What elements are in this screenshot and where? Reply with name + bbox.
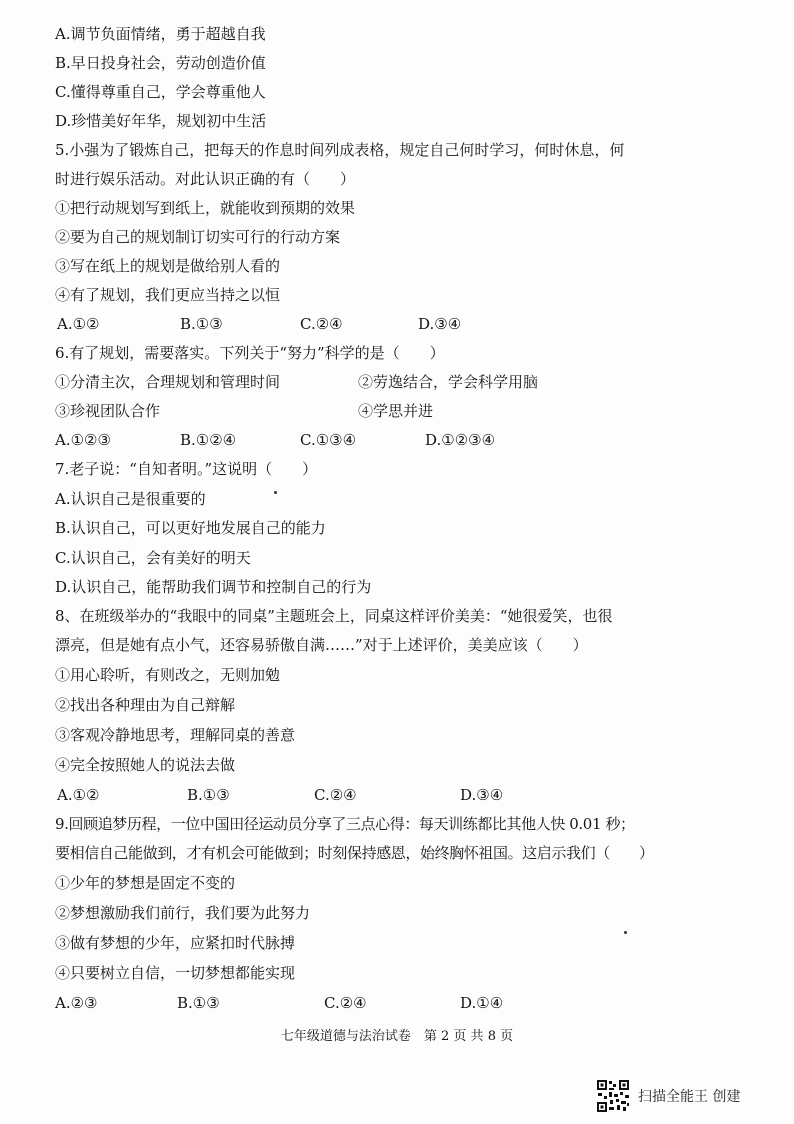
q5-option-a: A.①② <box>57 315 100 333</box>
q6-stem: 6.有了规划，需要落实。下列关于“努力”科学的是（ ） <box>55 344 445 362</box>
q9-item-3: ③做有梦想的少年，应紧扣时代脉搏 <box>55 934 296 952</box>
q5-stem-line1: 5.小强为了锻炼自己，把每天的作息时间列成表格，规定自己何时学习，何时休息，何 <box>55 141 625 159</box>
q8-options <box>55 785 755 805</box>
q6-item-2: ②劳逸结合，学会科学用脑 <box>358 373 539 391</box>
q9-option-a: A.②③ <box>55 994 98 1012</box>
q6-options <box>55 430 755 450</box>
q9-option-d: D.①④ <box>460 994 504 1012</box>
q6-item-4: ④学思并进 <box>358 402 434 420</box>
q8-item-3: ③客观冷静地思考，理解同桌的善意 <box>55 726 296 744</box>
q8-option-c: C.②④ <box>314 786 357 804</box>
scan-speck <box>624 931 627 934</box>
q9-item-1: ①少年的梦想是固定不变的 <box>55 874 236 892</box>
q6-item-3: ③珍视团队合作 <box>55 402 161 420</box>
q9-stem-line1: 9.回顾追梦历程，一位中国田径运动员分享了三点心得：每天训练都比其他人快 0.01 秒； <box>55 815 635 833</box>
q6-option-d: D.①②③④ <box>425 431 496 449</box>
q5-item-1: ①把行动规划写到纸上，就能收到预期的效果 <box>55 199 356 217</box>
q8-stem-line1: 8、在班级举办的“我眼中的同桌”主题班会上，同桌这样评价美美：“她很爱笑，也很 <box>55 607 613 625</box>
q5-option-d: D.③④ <box>418 315 462 333</box>
q4-option-a: A.调节负面情绪，勇于超越自我 <box>55 25 266 43</box>
q4-option-d: D.珍惜美好年华，规划初中生活 <box>55 112 267 130</box>
q6-option-a: A.①②③ <box>55 431 111 449</box>
q8-item-4: ④完全按照她人的说法去做 <box>55 756 236 774</box>
q6-option-c: C.①③④ <box>300 431 357 449</box>
qr-code-icon <box>596 1079 630 1113</box>
q9-options <box>55 993 755 1013</box>
q5-item-4: ④有了规划，我们更应当持之以恒 <box>55 286 281 304</box>
q5-options <box>55 314 755 334</box>
scanner-watermark <box>596 1078 740 1114</box>
q8-option-b: B.①③ <box>187 786 230 804</box>
q8-stem-line2: 漂亮，但是她有点小气，还容易骄傲自满……”对于上述评价，美美应该（ ） <box>55 636 588 654</box>
q5-item-2: ②要为自己的规划制订切实可行的行动方案 <box>55 228 341 246</box>
q9-option-b: B.①③ <box>177 994 220 1012</box>
q5-option-b: B.①③ <box>180 315 223 333</box>
q9-option-c: C.②④ <box>324 994 367 1012</box>
q7-stem: 7.老子说：“自知者明。”这说明（ ） <box>55 460 318 478</box>
q7-option-c: C.认识自己，会有美好的明天 <box>55 549 251 567</box>
scanner-label: 扫描全能王 创建 <box>638 1089 741 1105</box>
q6-items-row2 <box>55 401 755 421</box>
q9-item-4: ④只要树立自信，一切梦想都能实现 <box>55 964 296 982</box>
q5-option-c: C.②④ <box>300 315 343 333</box>
q5-stem-line2: 时进行娱乐活动。对此认识正确的有（ ） <box>55 170 356 188</box>
q8-option-a: A.①② <box>57 786 100 804</box>
q8-item-1: ①用心聆听，有则改之，无则加勉 <box>55 666 281 684</box>
q6-items-row1 <box>55 372 755 392</box>
q9-stem-line2: 要相信自己能做到，才有机会可能做到；时刻保持感恩，始终胸怀祖国。这启示我们（ ） <box>55 844 654 862</box>
q7-option-d: D.认识自己，能帮助我们调节和控制自己的行为 <box>55 578 372 596</box>
q8-option-d: D.③④ <box>460 786 504 804</box>
q4-option-b: B.早日投身社会，劳动创造价值 <box>55 54 266 72</box>
q9-item-2: ②梦想激励我们前行，我们要为此努力 <box>55 904 311 922</box>
q7-option-a: A.认识自己是很重要的 <box>55 490 206 508</box>
q6-item-1: ①分清主次，合理规划和管理时间 <box>55 373 281 391</box>
scan-speck <box>274 491 277 494</box>
q6-option-b: B.①②④ <box>180 431 237 449</box>
q5-item-3: ③写在纸上的规划是做给别人看的 <box>55 257 281 275</box>
page-footer: 七年级道德与法治试卷 第 2 页 共 8 页 <box>280 1029 514 1044</box>
q4-option-c: C.懂得尊重自己，学会尊重他人 <box>55 83 266 101</box>
q8-item-2: ②找出各种理由为自己辩解 <box>55 696 236 714</box>
q7-option-b: B.认识自己，可以更好地发展自己的能力 <box>55 519 326 537</box>
